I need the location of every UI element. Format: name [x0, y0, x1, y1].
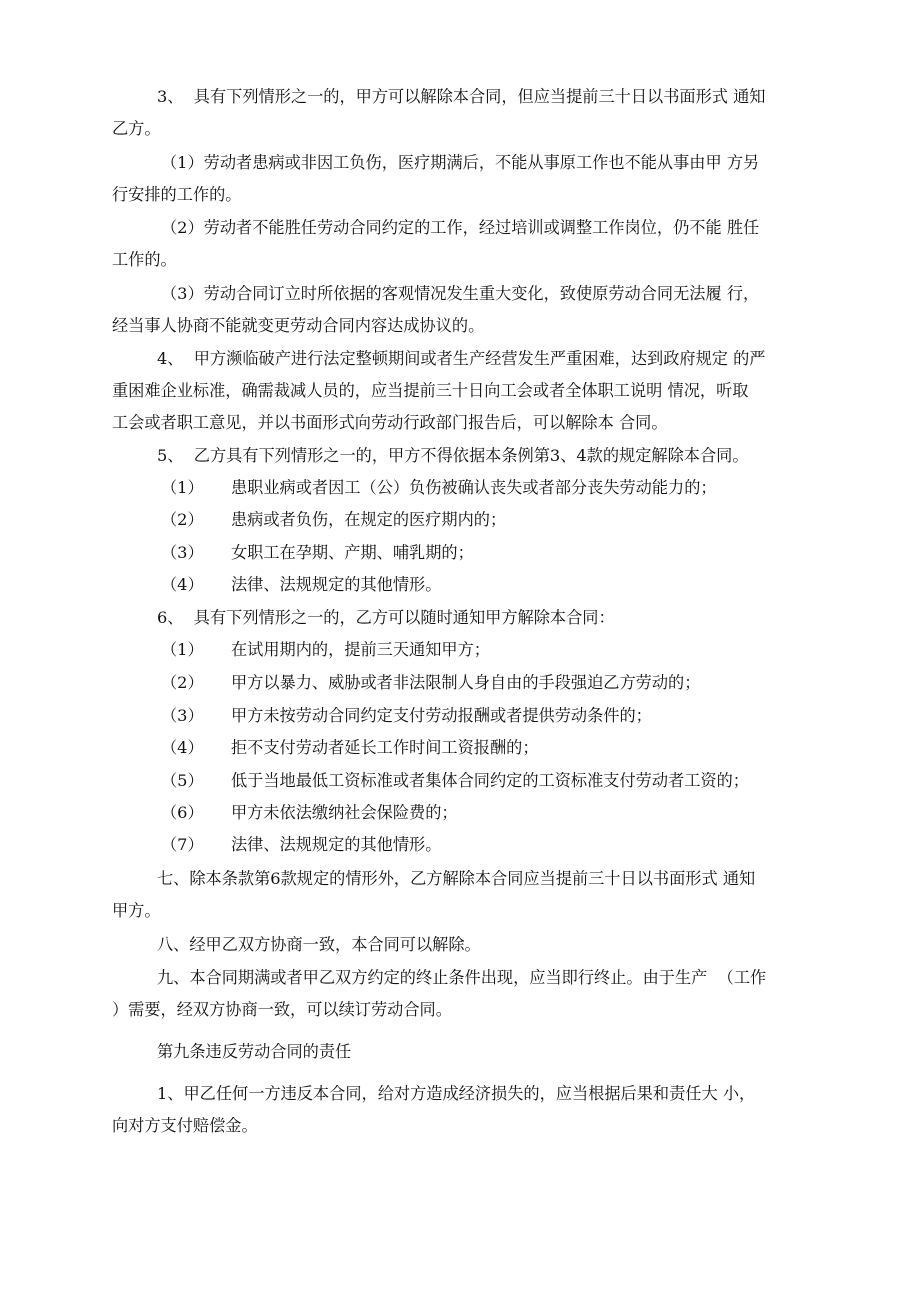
p3-3-line2: 经当事人协商不能就变更劳动合同内容达成协议的。	[112, 316, 485, 335]
p5-item3-text: 女职工在孕期、产期、哺乳期的；	[231, 543, 474, 562]
p9-line1: 九、本合同期满或者甲乙双方约定的终止条件出现，应当即行终止。由于生产 （工作	[157, 968, 767, 987]
p5-item4-text: 法律、法规规定的其他情形。	[231, 575, 442, 594]
article9-heading: 第九条违反劳动合同的责任	[157, 1042, 352, 1061]
p3-line1: 3、 具有下列情形之一的，甲方可以解除本合同，但应当提前三十日以书面形式 通知	[157, 87, 766, 106]
p5-item3-num: （3）	[161, 543, 204, 562]
p7-line1: 七、除本条款第6款规定的情形外，乙方解除本合同应当提前三十日以书面形式 通知	[157, 869, 756, 888]
p5-item4-num: （4）	[161, 575, 204, 594]
p8-line1: 八、经甲乙双方协商一致，本合同可以解除。	[157, 935, 481, 954]
p6-item2-num: （2）	[161, 673, 204, 692]
p5-item2-text: 患病或者负伤，在规定的医疗期内的；	[231, 510, 507, 529]
p3-2-line1: （2）劳动者不能胜任劳动合同约定的工作，经过培训或调整工作岗位，仍不能 胜任	[161, 218, 760, 237]
article9-p1-line2: 向对方支付赔偿金。	[112, 1116, 258, 1135]
p3-line2: 乙方。	[112, 119, 161, 138]
p5-line1: 5、 乙方具有下列情形之一的，甲方不得依据本条例第3、4款的规定解除本合同。	[157, 446, 749, 465]
p6-item5-text: 低于当地最低工资标准或者集体合同约定的工资标准支付劳动者工资的；	[231, 771, 749, 790]
p5-item1-text: 患职业病或者因工（公）负伤被确认丧失或者部分丧失劳动能力的；	[231, 478, 717, 497]
p6-item6-text: 甲方未依法缴纳社会保险费的；	[231, 803, 458, 822]
p6-item7-text: 法律、法规规定的其他情形。	[231, 835, 442, 854]
p6-line1: 6、 具有下列情形之一的，乙方可以随时通知甲方解除本合同：	[157, 608, 615, 627]
p4-line1: 4、 甲方濒临破产进行法定整顿期间或者生产经营发生严重困难，达到政府规定 的严	[157, 349, 766, 368]
p6-item3-num: （3）	[161, 706, 204, 725]
article9-p1-line1: 1、甲乙任何一方违反本合同，给对方造成经济损失的，应当根据后果和责任大 小，	[157, 1084, 756, 1103]
p6-item2-text: 甲方以暴力、威胁或者非法限制人身自由的手段强迫乙方劳动的；	[231, 673, 701, 692]
p4-line3: 工会或者职工意见，并以书面形式向劳动行政部门报告后，可以解除本 合同。	[112, 413, 668, 432]
p5-item2-num: （2）	[161, 510, 204, 529]
p6-item6-num: （6）	[161, 803, 204, 822]
p3-1-line1: （1）劳动者患病或非因工负伤，医疗期满后，不能从事原工作也不能从事由甲 方另	[161, 153, 760, 172]
p6-item4-num: （4）	[161, 738, 204, 757]
p3-1-line2: 行安排的工作的。	[112, 185, 242, 204]
p6-item3-text: 甲方未按劳动合同约定支付劳动报酬或者提供劳动条件的；	[231, 706, 652, 725]
p6-item1-text: 在试用期内的，提前三天通知甲方；	[231, 640, 490, 659]
p6-item4-text: 拒不支付劳动者延长工作时间工资报酬的；	[231, 738, 539, 757]
p3-2-line2: 工作的。	[112, 250, 177, 269]
p3-3-line1: （3）劳动合同订立时所依据的客观情况发生重大变化，致使原劳动合同无法履 行，	[161, 284, 760, 303]
p4-line2: 重困难企业标准，确需裁减人员的，应当提前三十日向工会或者全体职工说明 情况，听取	[112, 381, 749, 400]
p6-item7-num: （7）	[161, 835, 204, 854]
p9-line2: ）需要，经双方协商一致，可以续订劳动合同。	[112, 1000, 452, 1019]
p7-line2: 甲方。	[112, 901, 161, 920]
p5-item1-num: （1）	[161, 478, 204, 497]
p6-item5-num: （5）	[161, 771, 204, 790]
p6-item1-num: （1）	[161, 640, 204, 659]
